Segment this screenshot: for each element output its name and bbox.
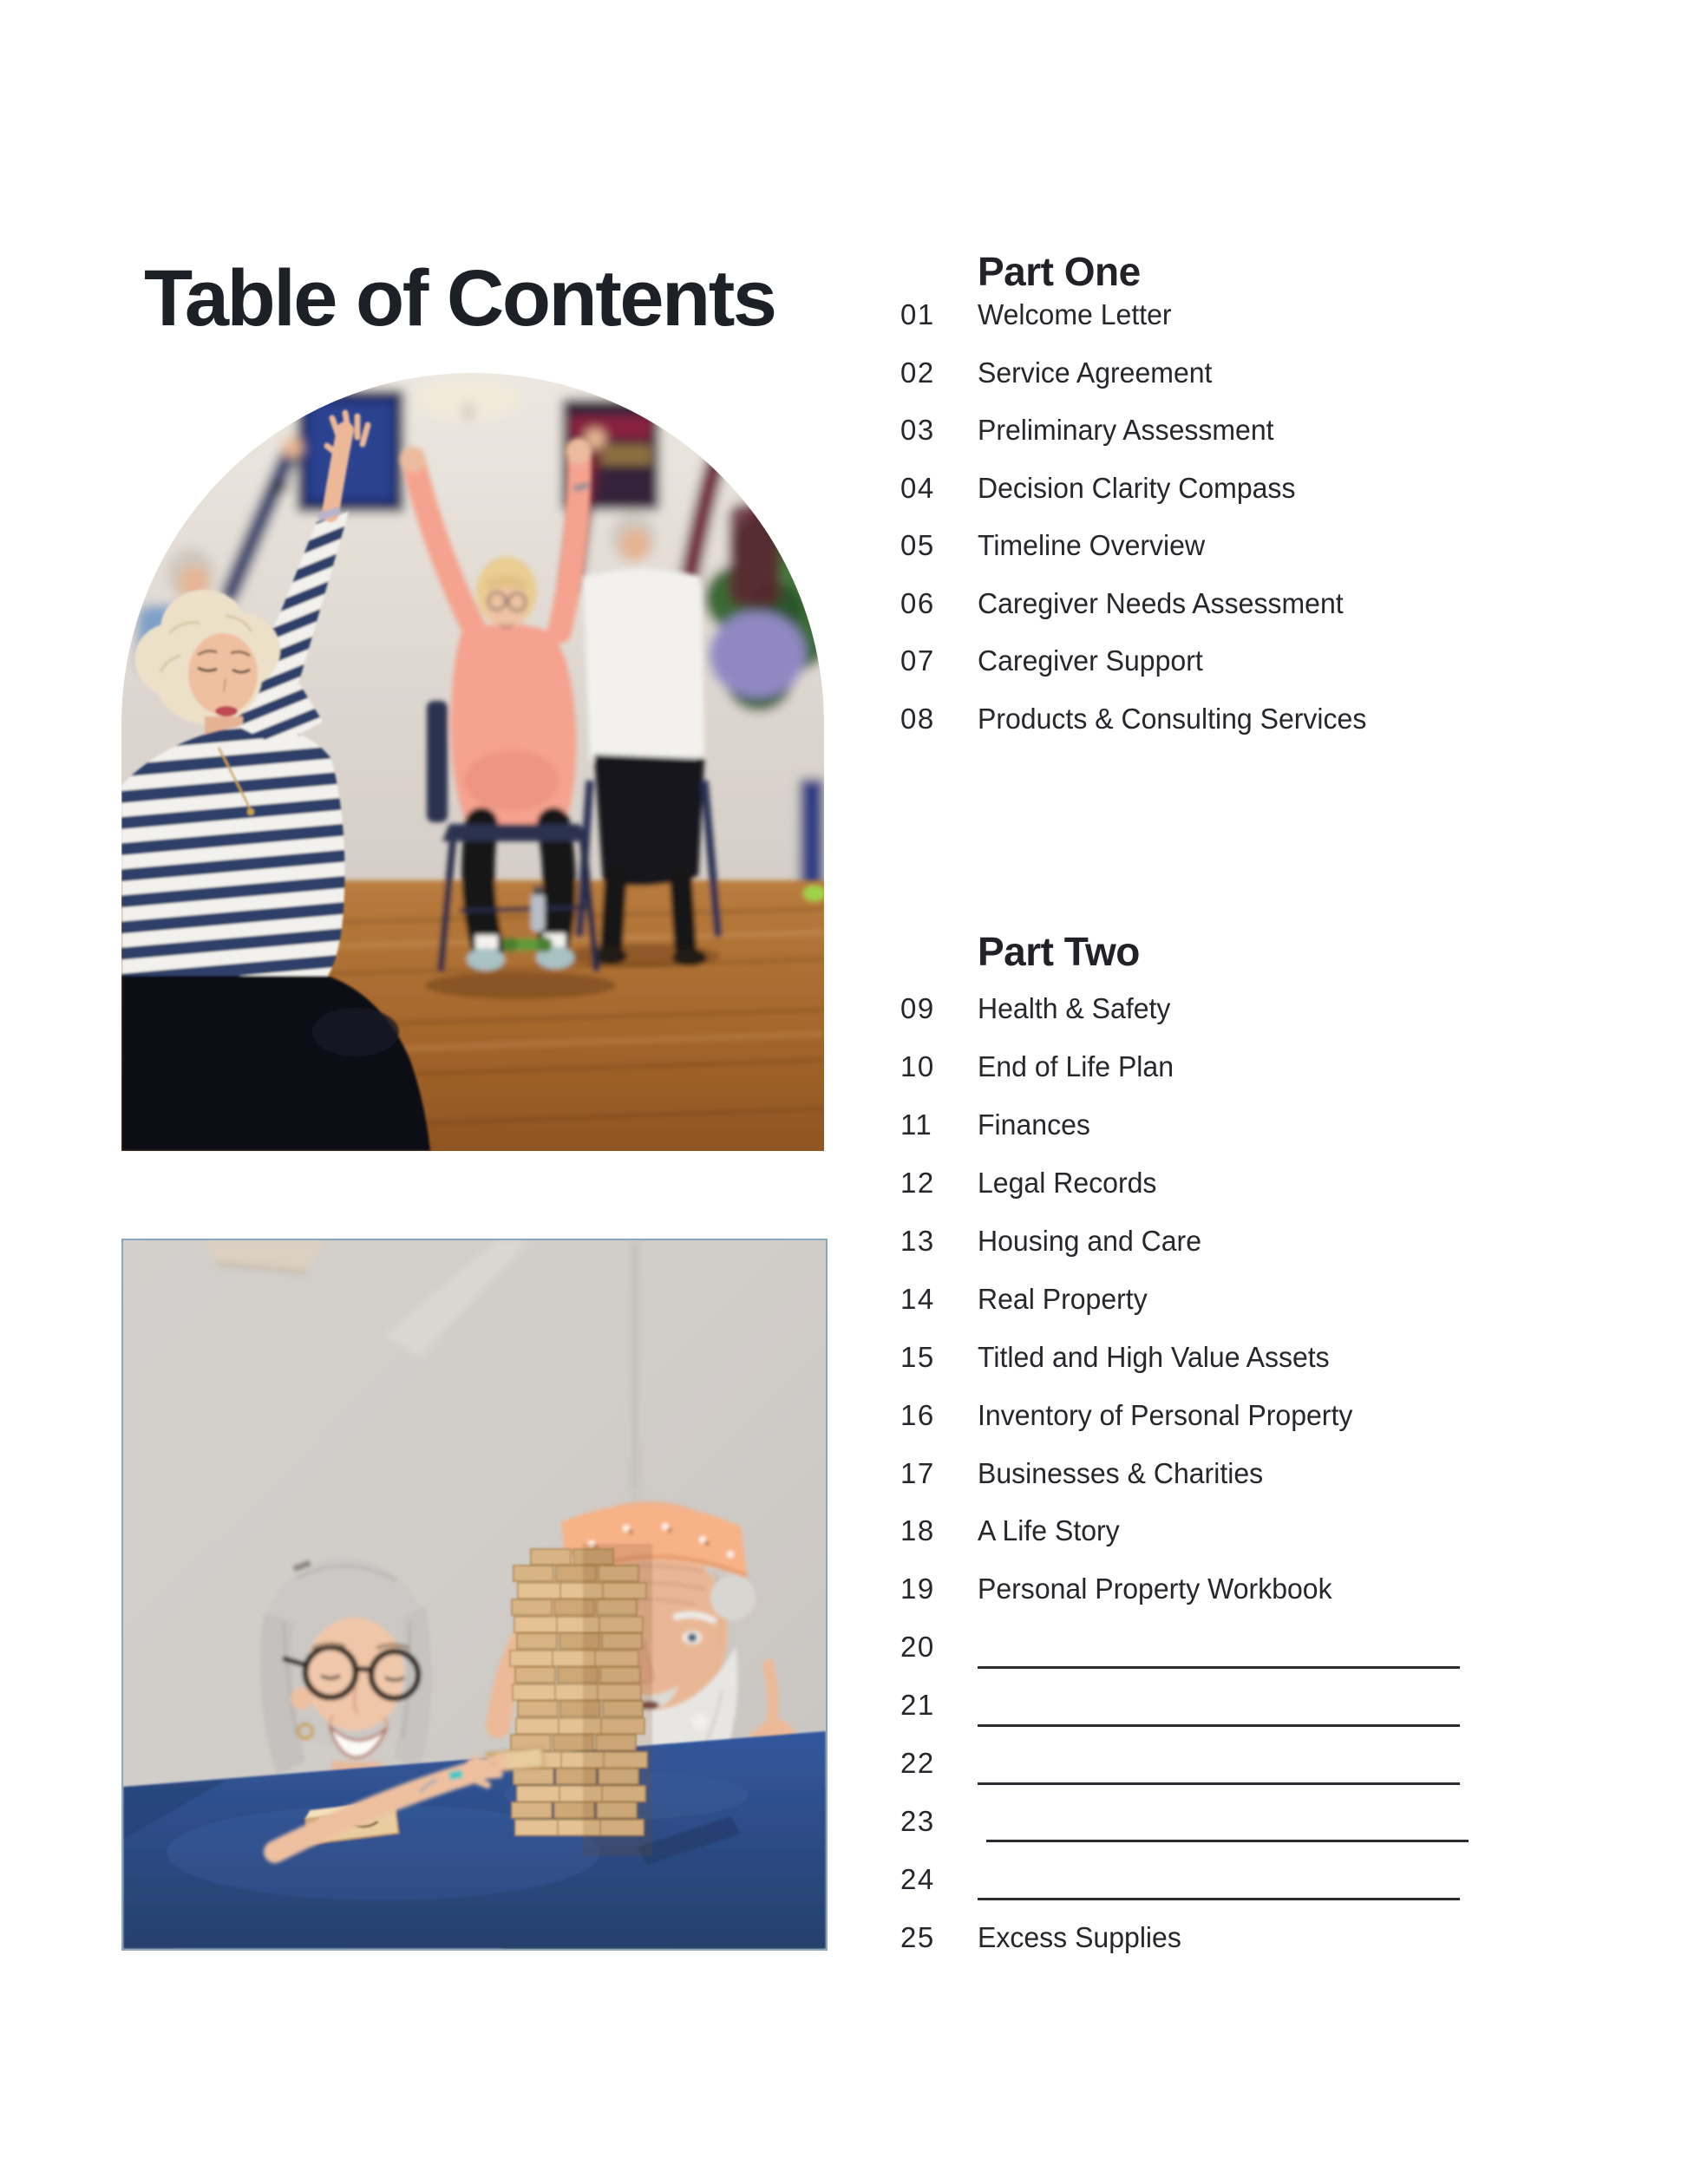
entry-number: 14: [900, 1282, 935, 1315]
entry-label: Legal Records: [978, 1167, 1157, 1200]
entry-number: 04: [900, 471, 935, 504]
chair-exercise-illustration: [121, 373, 824, 1151]
entry-label: Businesses & Charities: [978, 1456, 1264, 1489]
blank-line: [978, 1666, 1460, 1669]
part-one-list: [900, 286, 1378, 748]
entry-number: 03: [900, 414, 935, 447]
blank-line: [978, 1724, 1460, 1727]
entry-label: Products & Consulting Services: [978, 702, 1367, 735]
entry-number: 11: [900, 1108, 933, 1141]
toc-entry: [900, 1502, 1469, 1560]
entry-label: Preliminary Assessment: [978, 414, 1274, 447]
entry-label: Caregiver Needs Assessment: [978, 586, 1344, 619]
entry-label: Health & Safety: [978, 992, 1171, 1025]
entry-number: 17: [900, 1456, 935, 1489]
entry-number: 22: [900, 1747, 935, 1780]
entry-label: Housing and Care: [978, 1225, 1202, 1257]
page-title: Table of Contents: [144, 253, 775, 343]
toc-entry: [900, 1560, 1469, 1618]
toc-entry: [900, 517, 1378, 575]
toc-entry: [900, 1270, 1469, 1328]
entry-label: End of Life Plan: [978, 1050, 1174, 1083]
entry-number: 15: [900, 1340, 935, 1373]
toc-entry-blank: [900, 1618, 1469, 1677]
blank-line: [978, 1782, 1460, 1785]
entry-label: Excess Supplies: [978, 1920, 1181, 1953]
entry-label: Finances: [978, 1108, 1090, 1141]
entry-label: Titled and High Value Assets: [978, 1340, 1330, 1373]
toc-entry: [900, 344, 1378, 402]
entry-number: 09: [900, 992, 935, 1025]
entry-number: 16: [900, 1398, 935, 1431]
toc-entry: [900, 1386, 1469, 1444]
entry-number: 12: [900, 1167, 935, 1200]
block-game-photo: [121, 1239, 828, 1951]
toc-entry: [900, 1213, 1469, 1271]
entry-label: Inventory of Personal Property: [978, 1398, 1353, 1431]
entry-number: 18: [900, 1514, 935, 1547]
block-game-illustration: [123, 1240, 826, 1949]
entry-label: Service Agreement: [978, 356, 1213, 389]
entry-number: 08: [900, 702, 935, 735]
entry-number: 23: [900, 1804, 935, 1837]
entry-label: A Life Story: [978, 1514, 1120, 1547]
chair-exercise-photo: [121, 373, 824, 1151]
entry-number: 01: [900, 298, 935, 331]
toc-entry-blank: [900, 1850, 1469, 1908]
toc-entry-blank: [900, 1677, 1469, 1735]
entry-label: Caregiver Support: [978, 644, 1203, 677]
entry-number: 13: [900, 1225, 935, 1257]
entry-number: 20: [900, 1631, 935, 1664]
blank-line: [986, 1840, 1469, 1842]
entry-label: Personal Property Workbook: [978, 1573, 1332, 1605]
toc-entry: [900, 1908, 1469, 1966]
entry-number: 21: [900, 1689, 935, 1722]
toc-entry-blank: [900, 1735, 1469, 1793]
toc-entry: [900, 1038, 1469, 1096]
toc-entry: [900, 1444, 1469, 1502]
entry-label: Timeline Overview: [978, 529, 1206, 562]
entry-label: Real Property: [978, 1282, 1148, 1315]
entry-label: Decision Clarity Compass: [978, 471, 1296, 504]
entry-label: Welcome Letter: [978, 298, 1172, 331]
part-two-heading: Part Two: [978, 929, 1140, 975]
entry-number: 02: [900, 356, 935, 389]
entry-number: 07: [900, 644, 935, 677]
part-one-heading: Part One: [978, 249, 1141, 295]
toc-entry: [900, 690, 1378, 749]
toc-entry: [900, 286, 1378, 344]
toc-entry-blank: [900, 1792, 1469, 1850]
entry-number: 10: [900, 1050, 935, 1083]
toc-entry: [900, 1096, 1469, 1154]
entry-number: 24: [900, 1862, 935, 1895]
toc-entry: [900, 402, 1378, 460]
part-two-list: [900, 980, 1469, 1966]
entry-number: 05: [900, 529, 935, 562]
entry-number: 25: [900, 1920, 935, 1953]
entry-number: 06: [900, 586, 935, 619]
toc-entry: [900, 632, 1378, 690]
toc-entry: [900, 980, 1469, 1038]
toc-entry: [900, 1328, 1469, 1386]
entry-number: 19: [900, 1573, 935, 1605]
toc-entry: [900, 575, 1378, 633]
toc-entry: [900, 460, 1378, 518]
blank-line: [978, 1898, 1460, 1900]
toc-entry: [900, 1154, 1469, 1213]
